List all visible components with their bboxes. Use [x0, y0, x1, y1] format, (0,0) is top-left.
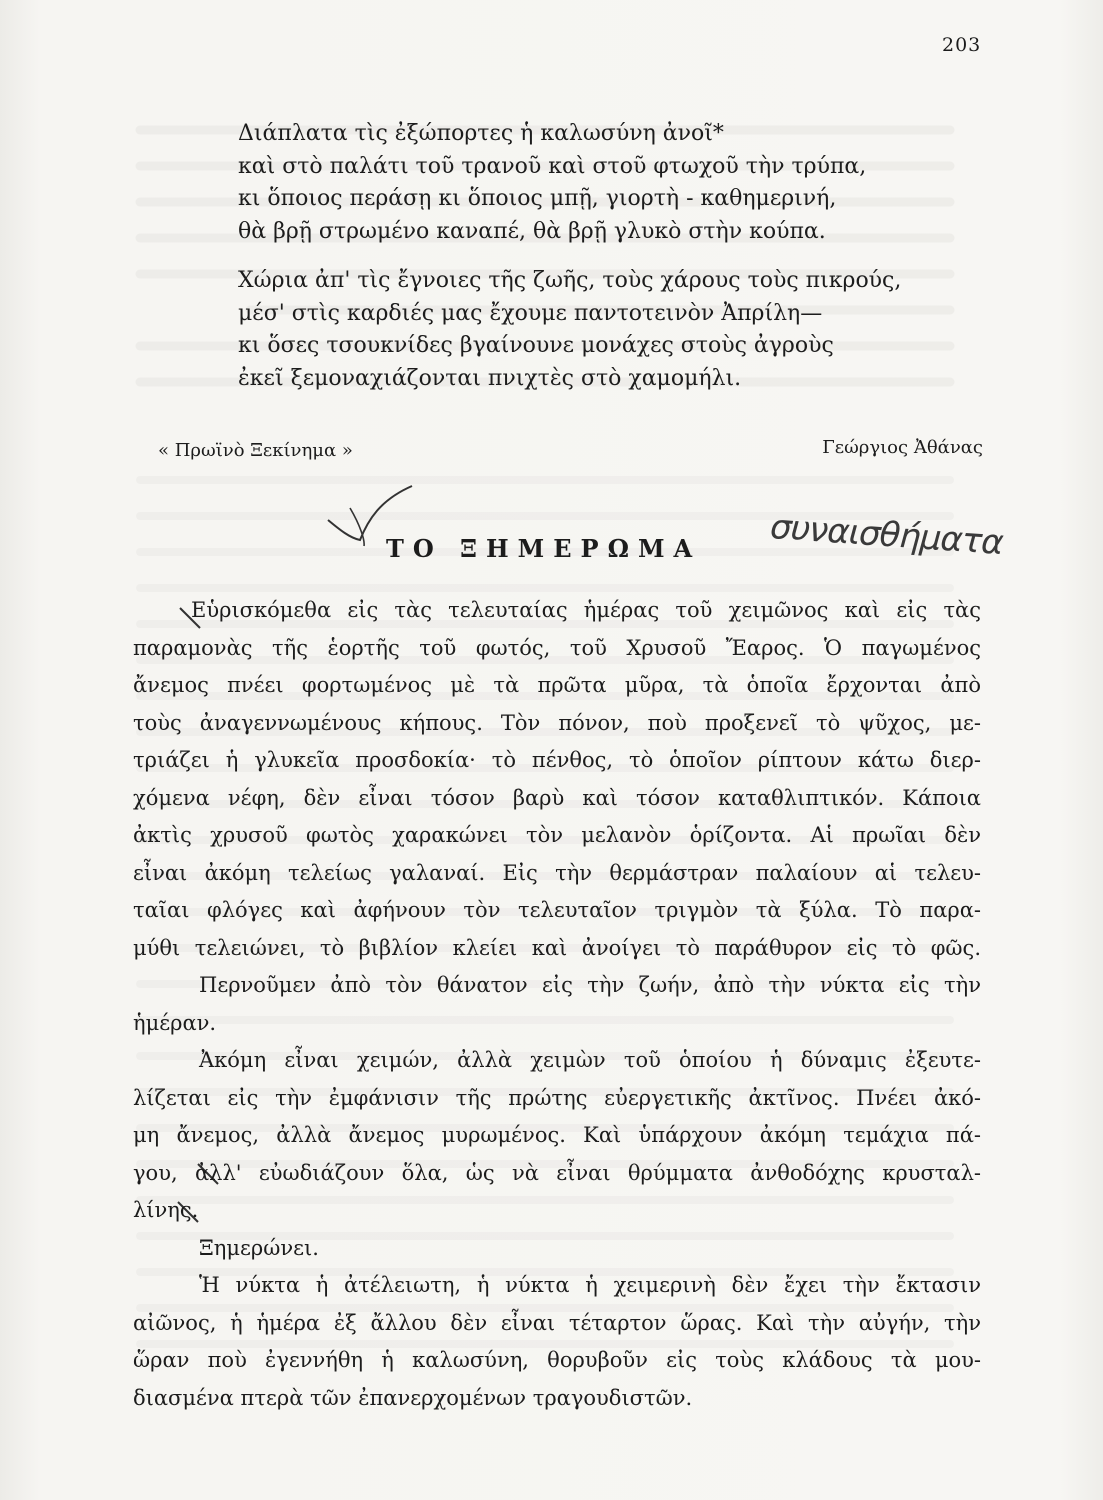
body-line: λίνης.: [133, 1198, 199, 1222]
body-line: Εὑρισκόμεθα εἰς τὰς τελευταίας ἡμέρας τοῦ χειμῶνος καὶ εἰς τὰς: [191, 598, 981, 622]
poem-source: « Πρωϊνὸ Ξεκίνημα »: [158, 440, 353, 461]
body-line: τοὺς ἀναγεννωμένους κήπους. Τὸν πόνον, ποὺ προξενεῖ τὸ ψῦχος, με-: [133, 710, 981, 735]
body-line: ἡμέραν.: [133, 1010, 217, 1035]
body-line: ταῖαι φλόγες καὶ ἀφήνουν τὸν τελευταῖον τριγμὸν τὰ ξύλα. Τὸ παρα-: [133, 898, 981, 922]
body-line: Ἡ νύκτα ἡ ἀτέλειωτη, ἡ νύκτα ἡ χειμερινὴ δὲν ἔχει τὴν ἔκτασιν: [199, 1273, 981, 1297]
body-line: γου, ἀλλ' εὐωδιάζουν ὅλα, ὡς νὰ εἶναι θρύμματα ἀνθοδόχης κρυσταλ-: [133, 1160, 981, 1185]
page-number: 203: [942, 34, 982, 56]
poem-line: Διάπλατα τὶς ἐξώπορτες ἡ καλωσύνη ἀνοῖ*: [238, 121, 724, 146]
article-body: [133, 592, 981, 1417]
poem-line: θὰ βρῇ στρωμένο καναπέ, θὰ βρῇ γλυκὸ στὴν κούπα.: [238, 218, 826, 244]
handwritten-annotation: συναισθήματα: [768, 506, 1005, 564]
body-line: Ἀκόμη εἶναι χειμών, ἀλλὰ χειμὼν τοῦ ὁποίου ἡ δύναμις ἐξευτε-: [199, 1048, 981, 1072]
body-line: λίζεται εἰς τὴν ἐμφάνισιν τῆς πρώτης εὐεργετικῆς ἀκτῖνος. Πνέει ἀκό-: [133, 1085, 981, 1110]
body-line: ἀκτὶς χρυσοῦ φωτὸς χαρακώνει τὸν μελανὸν ὁρίζοντα. Αἱ πρωῖαι δὲν: [133, 823, 981, 847]
body-line: εἶναι ἀκόμη τελείως γαλαναί. Εἰς τὴν θερμάστραν παλαίουν αἱ τελευ-: [133, 860, 981, 885]
poem-line: ἐκεῖ ξεμοναχιάζονται πνιχτὲς στὸ χαμομήλι.: [238, 365, 742, 391]
article-title: ΤΟ ΞΗΜΕΡΩΜΑ: [386, 534, 702, 563]
poem-line: Χώρια ἀπ' τὶς ἔγνοιες τῆς ζωῆς, τοὺς χάρους τοὺς πικρούς,: [238, 268, 902, 293]
poem-line: καὶ στὸ παλάτι τοῦ τρανοῦ καὶ στοῦ φτωχοῦ τὴν τρύπα,: [238, 153, 867, 179]
poem: [238, 118, 998, 395]
body-line: Ξημερώνει.: [199, 1235, 319, 1260]
body-line: ὥραν ποὺ ἐγεννήθη ἡ καλωσύνη, θορυβοῦν εἰς τοὺς κλάδους τὰ μου-: [133, 1348, 981, 1372]
poem-author: Γεώργιος Ἀθάνας: [822, 437, 983, 458]
body-line: τριάζει ἡ γλυκεῖα προσδοκία· τὸ πένθος, τὸ ὁποῖον ρίπτουν κάτω διερ-: [133, 748, 981, 772]
body-line: διασμένα πτερὰ τῶν ἐπανερχομένων τραγουδιστῶν.: [133, 1385, 693, 1410]
body-line: μύθι τελειώνει, τὸ βιβλίον κλείει καὶ ἀνοίγει τὸ παράθυρον εἰς τὸ φῶς.: [133, 935, 981, 960]
stanza-break: [238, 248, 998, 265]
body-line: παραμονὰς τῆς ἑορτῆς τοῦ φωτός, τοῦ Χρυσοῦ Ἔαρος. Ὁ παγωμένος: [133, 635, 981, 660]
poem-line: μέσ' στὶς καρδιές μας ἔχουμε παντοτεινὸν Ἀπρίλη—: [238, 300, 823, 326]
poem-line: κι ὅσες τσουκνίδες βγαίνουνε μονάχες στοὺς ἀγροὺς: [238, 333, 834, 358]
body-line: μη ἄνεμος, ἀλλὰ ἄνεμος μυρωμένος. Καὶ ὑπάρχουν ἀκόμη τεμάχια πά-: [133, 1123, 981, 1147]
body-line: χόμενα νέφη, δὲν εἶναι τόσον βαρὺ καὶ τόσον καταθλιπτικόν. Κάποια: [133, 785, 981, 810]
body-line: αἰῶνος, ἡ ἡμέρα ἐξ ἄλλου δὲν εἶναι τέταρτον ὥρας. Καὶ τὴν αὐγήν, τὴν: [133, 1310, 981, 1335]
body-line: ἄνεμος πνέει φορτωμένος μὲ τὰ πρῶτα μῦρα, τὰ ὁποῖα ἔρχονται ἀπὸ: [133, 673, 981, 697]
body-line: Περνοῦμεν ἀπὸ τὸν θάνατον εἰς τὴν ζωήν, ἀπὸ τὴν νύκτα εἰς τὴν: [199, 973, 981, 997]
poem-line: κι ὅποιος περάσῃ κι ὅποιος μπῇ, γιορτὴ - καθημερινή,: [238, 186, 837, 211]
